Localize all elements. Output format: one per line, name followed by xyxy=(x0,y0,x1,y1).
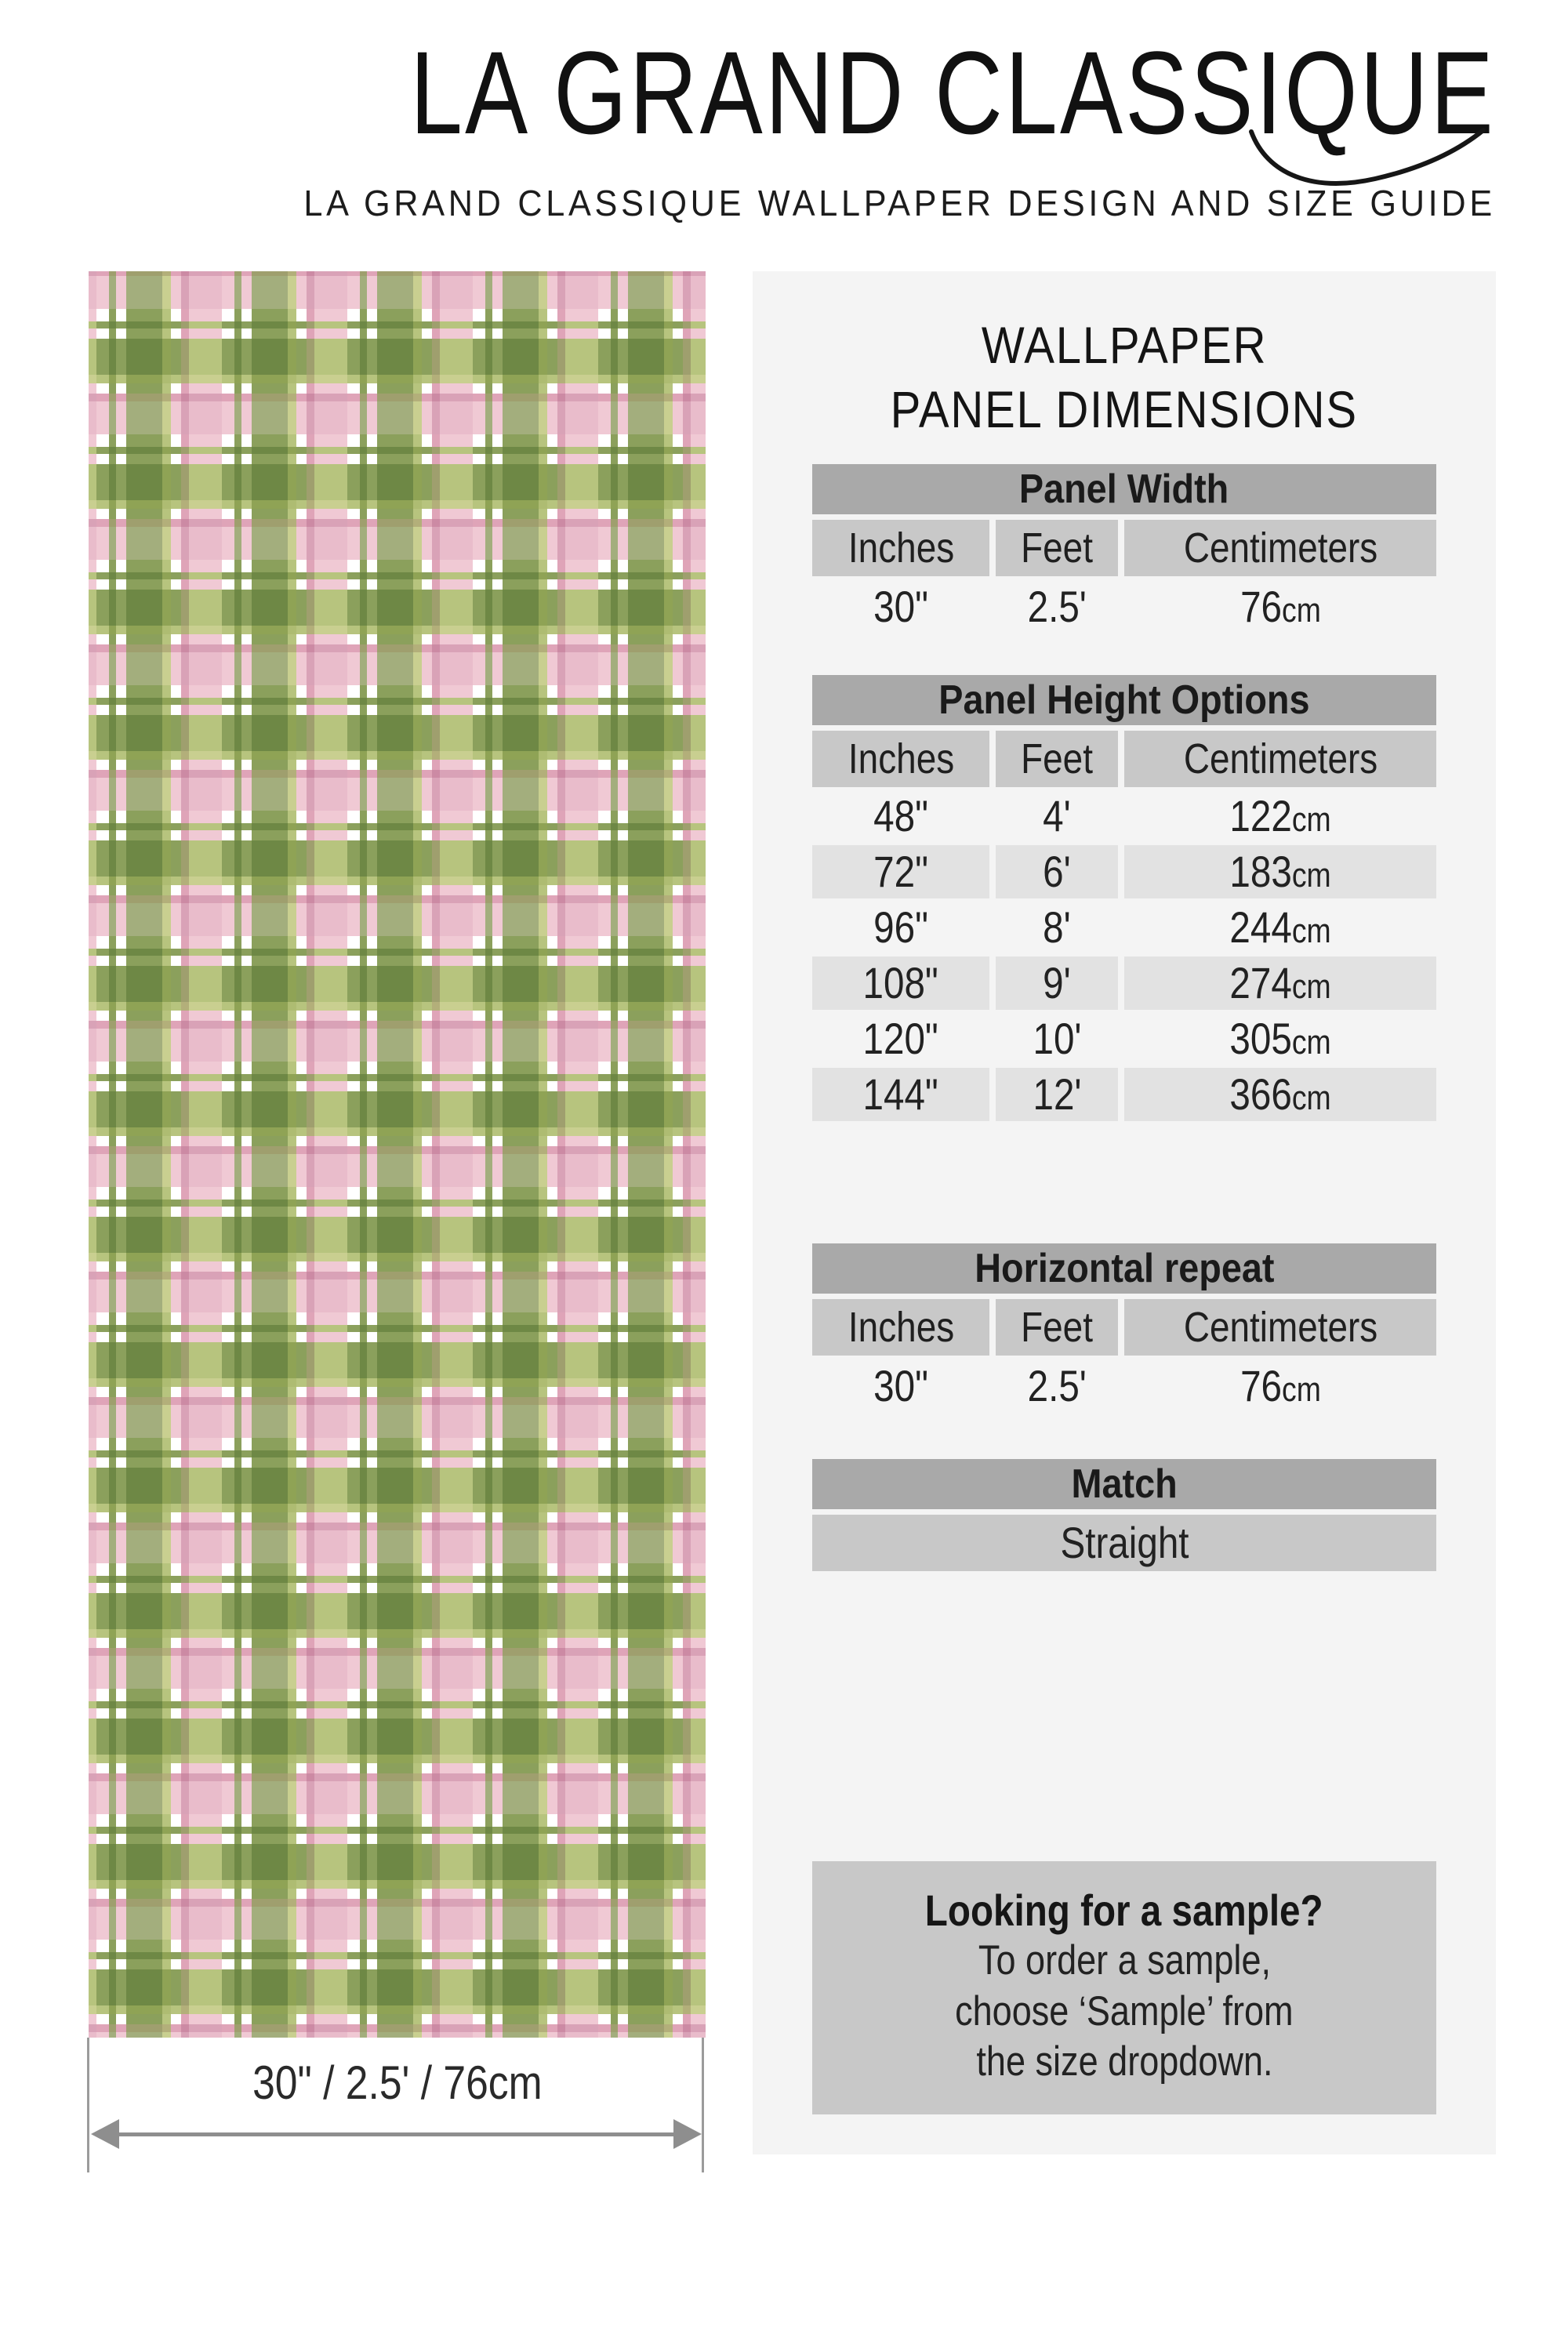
height-inches-value: 108" xyxy=(812,956,989,1010)
column-header-inches: Inches xyxy=(812,731,989,787)
brand-title: LA GRAND CLASSIQUE xyxy=(410,27,1496,158)
height-row-120 xyxy=(812,1012,1436,1065)
sample-box-line1: To order a sample, xyxy=(978,1937,1271,1984)
match-header xyxy=(812,1459,1436,1509)
height-feet-value: 6' xyxy=(996,845,1118,898)
match-value: Straight xyxy=(812,1515,1436,1571)
column-header-inches: Inches xyxy=(812,1299,989,1356)
height-cm-value: 244cm xyxy=(1229,902,1331,952)
panel-width-header-label: Panel Width xyxy=(1019,466,1229,512)
width-dimension-arrow xyxy=(91,2117,702,2151)
sample-box-line3: the size dropdown. xyxy=(975,2038,1273,2085)
panel-title-line2: PANEL DIMENSIONS xyxy=(890,379,1359,438)
match-header-label: Match xyxy=(1071,1461,1178,1507)
height-feet-value: 12' xyxy=(996,1068,1118,1121)
height-row-144 xyxy=(812,1068,1436,1121)
height-row-48 xyxy=(812,789,1436,843)
panel-height-columns xyxy=(812,731,1436,787)
horizontal-repeat-header xyxy=(812,1243,1436,1294)
brand-swash-flourish xyxy=(1247,125,1490,196)
height-row-108 xyxy=(812,956,1436,1010)
panel-width-cm-value: 76cm xyxy=(1240,581,1321,631)
height-cm-value: 366cm xyxy=(1124,1068,1436,1121)
height-row-72 xyxy=(812,845,1436,898)
repeat-feet-value: 2.5' xyxy=(1027,1360,1087,1410)
height-cm-value: 305cm xyxy=(1229,1013,1331,1063)
height-feet-value: 8' xyxy=(1043,902,1071,952)
sample-box-title: Looking for a sample? xyxy=(925,1886,1323,1935)
height-feet-value: 4' xyxy=(1043,790,1071,840)
swatch-width-label-text: 30" / 2.5' / 76cm xyxy=(252,2056,543,2109)
panel-width-values xyxy=(812,583,1436,631)
height-inches-value: 72" xyxy=(812,845,989,898)
panel-dimensions-title xyxy=(812,271,1436,442)
swatch-width-label xyxy=(89,2056,706,2110)
panel-width-feet-value: 2.5' xyxy=(1027,581,1087,631)
repeat-inches-value: 30" xyxy=(873,1360,929,1410)
arrow-left-head-icon xyxy=(91,2119,119,2149)
panel-height-header xyxy=(812,675,1436,725)
height-feet-value: 9' xyxy=(996,956,1118,1010)
height-inches-value: 144" xyxy=(812,1068,989,1121)
column-header-centimeters: Centimeters xyxy=(1124,520,1436,576)
panel-height-header-label: Panel Height Options xyxy=(938,677,1310,723)
panel-width-header xyxy=(812,464,1436,514)
horizontal-repeat-columns xyxy=(812,1299,1436,1356)
height-feet-value: 10' xyxy=(1033,1013,1082,1063)
height-cm-value: 274cm xyxy=(1124,956,1436,1010)
repeat-cm-value: 76cm xyxy=(1240,1360,1321,1410)
column-header-inches: Inches xyxy=(812,520,989,576)
arrow-line xyxy=(119,2132,673,2136)
height-cm-value: 183cm xyxy=(1124,845,1436,898)
column-header-feet: Feet xyxy=(996,1299,1118,1356)
wallpaper-plaid-swatch xyxy=(89,271,706,2038)
panel-title-line1: WALLPAPER xyxy=(981,316,1268,374)
column-header-feet: Feet xyxy=(996,731,1118,787)
height-row-96 xyxy=(812,901,1436,954)
panel-width-columns xyxy=(812,520,1436,576)
height-inches-value: 48" xyxy=(873,790,929,840)
dimensions-panel-inner xyxy=(753,271,1496,2154)
arrow-right-head-icon xyxy=(673,2119,702,2149)
height-inches-value: 96" xyxy=(873,902,929,952)
column-header-centimeters: Centimeters xyxy=(1124,1299,1436,1356)
column-header-centimeters: Centimeters xyxy=(1124,731,1436,787)
height-cm-value: 122cm xyxy=(1229,790,1331,840)
horizontal-repeat-values xyxy=(812,1362,1436,1410)
brand-subtitle: LA GRAND CLASSIQUE WALLPAPER DESIGN AND SIZE GUIDE xyxy=(303,182,1496,223)
sample-box-line2: choose ‘Sample’ from xyxy=(955,1987,1294,2034)
column-header-feet: Feet xyxy=(996,520,1118,576)
horizontal-repeat-header-label: Horizontal repeat xyxy=(974,1245,1275,1291)
dimensions-panel xyxy=(753,271,1496,2154)
panel-width-inches-value: 30" xyxy=(873,581,929,631)
height-inches-value: 120" xyxy=(862,1013,939,1063)
sample-info-box xyxy=(812,1861,1436,2114)
